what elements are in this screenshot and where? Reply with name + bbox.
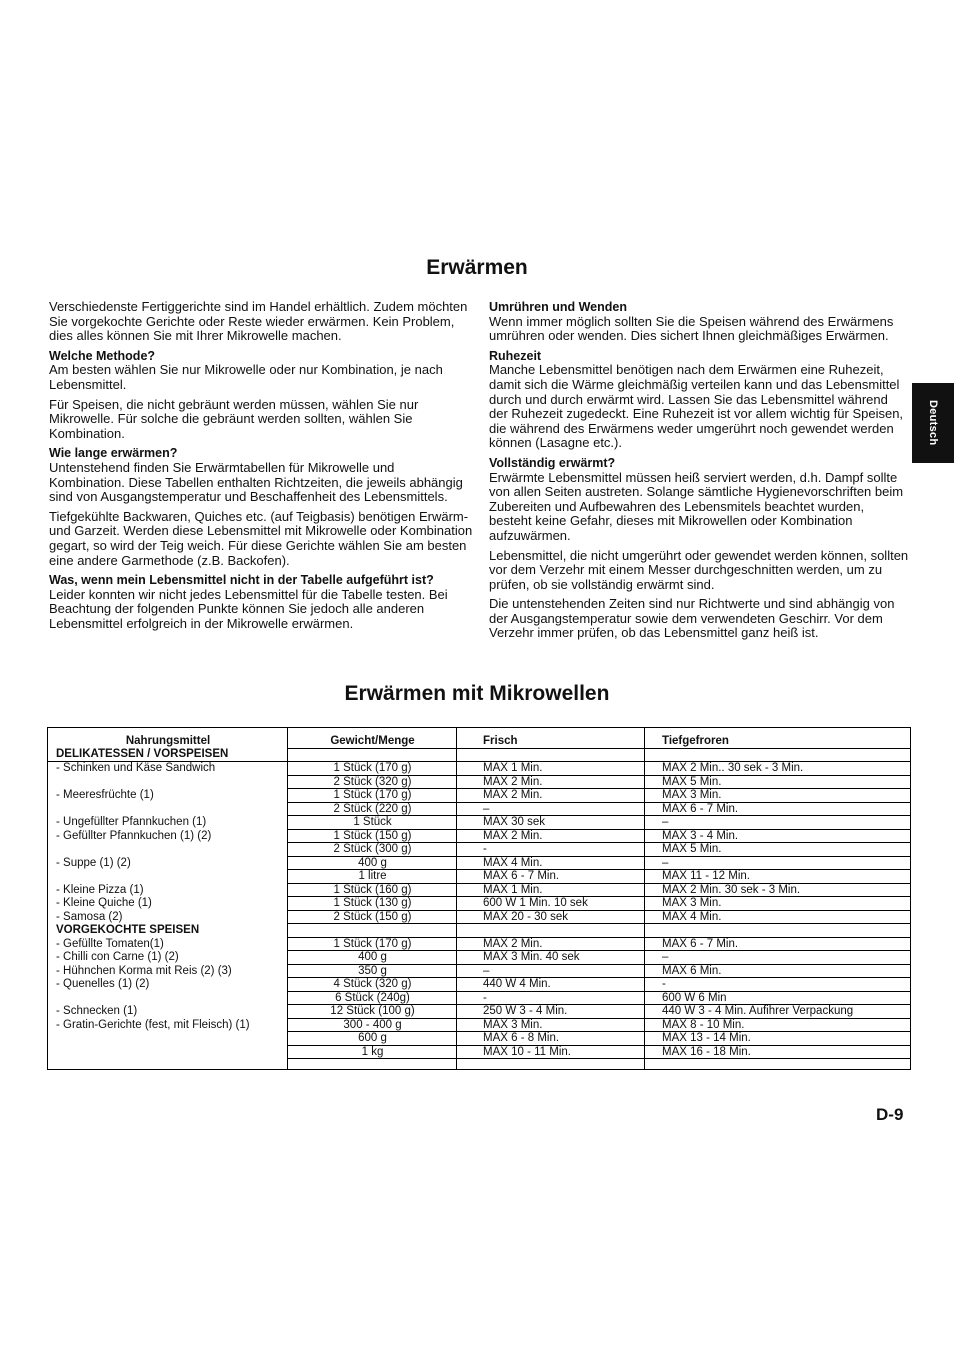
language-tab bbox=[912, 383, 954, 463]
heating-table bbox=[47, 727, 911, 1070]
left-text-column bbox=[49, 300, 473, 636]
left-paragraph: Untenstehend finden Sie Erwärmtabellen für Mikrowelle und Kombination. Diese Tabellen enthalten Richtzeiten, die jeweils abhängig sind von Ausgangstemperatur und Beschaffenheit des Lebensmittels. bbox=[49, 459, 463, 505]
food-cell: - Schinken und Käse Sandwich bbox=[56, 762, 216, 775]
frozen-cell: – bbox=[645, 816, 910, 830]
right-paragraph: Wenn immer möglich sollten Sie die Speisen während des Erwärmens umrühren oder wenden. Dies sichert Ihnen gleichmäßiges Erwärmen. bbox=[489, 313, 894, 344]
empty-cell bbox=[457, 748, 645, 762]
table-row bbox=[48, 829, 910, 843]
fresh-cell: MAX 2 Min. bbox=[457, 937, 645, 951]
table-row bbox=[48, 789, 910, 803]
food-cell bbox=[48, 991, 288, 1005]
section-title: Erwärmen mit Mikrowellen bbox=[344, 682, 610, 705]
fresh-cell: MAX 2 Min. bbox=[457, 775, 645, 789]
food-cell bbox=[48, 802, 288, 816]
frozen-cell: MAX 2 Min.. 30 sek - 3 Min. bbox=[645, 762, 910, 776]
frozen-cell: MAX 3 - 4 Min. bbox=[645, 829, 910, 843]
table-row bbox=[48, 816, 910, 830]
table-row bbox=[48, 1032, 910, 1046]
weight-cell: 4 Stück (320 g) bbox=[288, 978, 457, 992]
left-heading: Was, wenn mein Lebensmittel nicht in der Tabelle aufgeführt ist? bbox=[49, 573, 434, 588]
right-heading: Vollständig erwärmt? bbox=[489, 455, 616, 470]
fresh-cell: MAX 10 - 11 Min. bbox=[457, 1045, 645, 1059]
weight-cell: 350 g bbox=[288, 964, 457, 978]
header-fresh: Frisch bbox=[457, 735, 645, 748]
frozen-cell: MAX 16 - 18 Min. bbox=[645, 1045, 910, 1059]
weight-cell: 1 Stück (170 g) bbox=[288, 937, 457, 951]
food-cell: - Kleine Pizza (1) bbox=[56, 883, 144, 896]
food-cell: - Kleine Quiche (1) bbox=[56, 897, 152, 909]
table-row bbox=[48, 937, 910, 951]
left-paragraph: Verschiedenste Fertiggerichte sind im Handel erhältlich. Zudem möchten Sie vorgekochte Gerichte oder Reste wieder erwärmen. Kein Problem, dies alles können Sie mit Ihrer Mikrowelle machen. bbox=[49, 299, 468, 344]
food-cell: - Suppe (1) (2) bbox=[56, 856, 131, 869]
fresh-cell: - bbox=[457, 843, 645, 857]
fresh-cell: MAX 2 Min. bbox=[457, 789, 645, 803]
frozen-cell: MAX 6 Min. bbox=[645, 964, 910, 978]
fresh-cell: 250 W 3 - 4 Min. bbox=[457, 1005, 645, 1019]
fresh-cell: MAX 2 Min. bbox=[457, 829, 645, 843]
food-cell bbox=[48, 1032, 288, 1046]
table-row bbox=[48, 1018, 910, 1032]
frozen-cell: 600 W 6 Min bbox=[645, 991, 910, 1005]
table-row bbox=[48, 762, 910, 776]
food-cell bbox=[48, 843, 288, 857]
food-cell bbox=[48, 1045, 288, 1059]
weight-cell: 1 Stück (170 g) bbox=[288, 762, 457, 776]
weight-cell: 1 Stück (170 g) bbox=[288, 789, 457, 803]
fresh-cell: – bbox=[457, 802, 645, 816]
food-cell: - Samosa (2) bbox=[56, 910, 123, 923]
weight-cell: 400 g bbox=[288, 856, 457, 870]
frozen-cell: MAX 2 Min. 30 sek - 3 Min. bbox=[645, 883, 910, 897]
frozen-cell: MAX 5 Min. bbox=[645, 775, 910, 789]
section-label: VORGEKOCHTE SPEISEN bbox=[56, 924, 200, 936]
header-weight: Gewicht/Menge bbox=[288, 735, 457, 748]
heating-table-grid bbox=[48, 735, 910, 1059]
frozen-cell: MAX 4 Min. bbox=[645, 910, 910, 924]
food-cell: - Hühnchen Korma mit Reis (2) (3) bbox=[56, 964, 232, 977]
section-label: DELIKATESSEN / VORSPEISEN bbox=[48, 748, 288, 762]
empty-cell bbox=[645, 748, 910, 762]
right-heading: Ruhezeit bbox=[489, 348, 542, 363]
left-paragraph: Für Speisen, die nicht gebräunt werden müssen, wählen Sie nur Mikrowelle. Für solche die gebräunt werden sollten, wählen Sie Kombination. bbox=[49, 396, 419, 441]
fresh-cell: – bbox=[457, 964, 645, 978]
fresh-cell: MAX 1 Min. bbox=[457, 762, 645, 776]
table-row bbox=[48, 1045, 910, 1059]
weight-cell: 400 g bbox=[288, 951, 457, 965]
weight-cell: 1 litre bbox=[288, 870, 457, 884]
frozen-cell: 440 W 3 - 4 Min. Aufihrer Verpackung bbox=[645, 1005, 910, 1019]
fresh-cell: MAX 6 - 7 Min. bbox=[457, 870, 645, 884]
weight-cell: 600 g bbox=[288, 1032, 457, 1046]
header-food: Nahrungsmittel bbox=[125, 735, 211, 748]
left-paragraph: Am besten wählen Sie nur Mikrowelle oder nur Kombination, je nach Lebensmittel. bbox=[49, 362, 443, 392]
table-section-row bbox=[48, 748, 910, 762]
food-cell: - Quenelles (1) (2) bbox=[56, 978, 150, 990]
frozen-cell: MAX 6 - 7 Min. bbox=[645, 802, 910, 816]
frozen-cell: MAX 3 Min. bbox=[645, 897, 910, 911]
table-row bbox=[48, 775, 910, 789]
table-row bbox=[48, 897, 910, 911]
table-body bbox=[48, 748, 910, 1059]
fresh-cell: 600 W 1 Min. 10 sek bbox=[457, 897, 645, 911]
page-title: Erwärmen bbox=[426, 256, 528, 279]
frozen-cell: MAX 8 - 10 Min. bbox=[645, 1018, 910, 1032]
frozen-cell: – bbox=[645, 856, 910, 870]
page-number: D-9 bbox=[876, 1105, 904, 1124]
food-cell: - Meeresfrüchte (1) bbox=[56, 789, 154, 801]
weight-cell: 2 Stück (220 g) bbox=[288, 802, 457, 816]
table-row bbox=[48, 843, 910, 857]
right-paragraph: Lebensmittel, die nicht umgerührt oder gewendet werden können, sollten vor dem Verzehr mit einem Messer durchgeschnitten werden, um zu prüfen, ob sie vollständig erwärmt sind. bbox=[489, 547, 909, 592]
frozen-cell: - bbox=[645, 978, 910, 992]
left-paragraph: Leider konnten wir nicht jedes Lebensmittel für die Tabelle testen. Bei Beachtung der folgenden Punkte können Sie jedoch alle anderen Lebensmittel erfolgreich in der Mikrowelle erwärmen. bbox=[49, 586, 448, 631]
weight-cell: 1 Stück (160 g) bbox=[288, 883, 457, 897]
table-row bbox=[48, 951, 910, 965]
table-section-row bbox=[48, 924, 910, 938]
fresh-cell: MAX 3 Min. bbox=[457, 1018, 645, 1032]
frozen-cell: MAX 11 - 12 Min. bbox=[645, 870, 910, 884]
weight-cell: 1 Stück (130 g) bbox=[288, 897, 457, 911]
table-row bbox=[48, 964, 910, 978]
food-cell: - Ungefüllter Pfannkuchen (1) bbox=[56, 816, 207, 828]
table-row bbox=[48, 883, 910, 897]
table-row bbox=[48, 870, 910, 884]
weight-cell: 1 Stück (150 g) bbox=[288, 829, 457, 843]
table-row bbox=[48, 991, 910, 1005]
weight-cell: 2 Stück (300 g) bbox=[288, 843, 457, 857]
table-header-row bbox=[48, 735, 910, 748]
weight-cell: 300 - 400 g bbox=[288, 1018, 457, 1032]
frozen-cell: – bbox=[645, 951, 910, 965]
food-cell: - Gratin-Gerichte (fest, mit Fleisch) (1) bbox=[56, 1018, 250, 1031]
table-row bbox=[48, 856, 910, 870]
table-row bbox=[48, 802, 910, 816]
weight-cell: 12 Stück (100 g) bbox=[288, 1005, 457, 1019]
fresh-cell: MAX 20 - 30 sek bbox=[457, 910, 645, 924]
left-heading: Welche Methode? bbox=[49, 348, 156, 363]
frozen-cell: MAX 13 - 14 Min. bbox=[645, 1032, 910, 1046]
empty-cell bbox=[457, 924, 645, 938]
fresh-cell: MAX 1 Min. bbox=[457, 883, 645, 897]
fresh-cell: MAX 30 sek bbox=[457, 816, 645, 830]
food-cell bbox=[48, 775, 288, 789]
frozen-cell: MAX 3 Min. bbox=[645, 789, 910, 803]
frozen-cell: MAX 6 - 7 Min. bbox=[645, 937, 910, 951]
table-row bbox=[48, 978, 910, 992]
left-paragraph: Tiefgekühlte Backwaren, Quiches etc. (auf Teigbasis) benötigen Erwärm-und Garzeit. Werden diese Lebensmittel mit Mikrowelle oder Kombination gegart, so wird der Teig weich. Für diese Gerichte wählen Sie am besten eine andere Garmethode (z.B. Backofen). bbox=[49, 508, 473, 568]
frozen-cell: MAX 5 Min. bbox=[645, 843, 910, 857]
empty-cell bbox=[288, 924, 457, 938]
right-paragraph: Die untenstehenden Zeiten sind nur Richtwerte und sind abhängig von der Ausgangstemperatur sowie dem verwendeten Geschirr. Vor dem Verzehr immer prüfen, ob das Lebensmittel ganz heiß ist. bbox=[489, 596, 895, 641]
right-text-column bbox=[489, 300, 909, 646]
fresh-cell: - bbox=[457, 991, 645, 1005]
weight-cell: 2 Stück (320 g) bbox=[288, 775, 457, 789]
empty-cell bbox=[645, 924, 910, 938]
weight-cell: 6 Stück (240g) bbox=[288, 991, 457, 1005]
right-paragraph: Manche Lebensmittel benötigen nach dem Erwärmen eine Ruhezeit, damit sich die Wärme gleichmäßig verteilen kann und das Lebensmittel durch und durch erwärmt wird. Lassen Sie das Lebensmittel während der Ruhezeit zugedeckt. Eine Ruhezeit ist vor allem wichtig für Speisen, die während des Erwärmens weder umgerührt noch gewendet werden können (Lasagne etc.). bbox=[489, 362, 904, 451]
right-heading: Umrühren und Wenden bbox=[489, 300, 627, 314]
weight-cell: 1 Stück bbox=[288, 816, 457, 830]
table-row bbox=[48, 1005, 910, 1019]
weight-cell: 2 Stück (150 g) bbox=[288, 910, 457, 924]
weight-cell: 1 kg bbox=[288, 1045, 457, 1059]
food-cell bbox=[48, 870, 288, 884]
right-paragraph: Erwärmte Lebensmittel müssen heiß serviert werden, d.h. Dampf sollte von allen Seiten austreten. Solange sämtliche Hygienevorschriften beim Zubereiten und Aufbewahren des Lebensmitels beachtet wurden, besteht keine Gefahr, dieses mit Mikrowellen oder Kombination aufzuwärmen. bbox=[489, 469, 904, 543]
food-cell: - Schnecken (1) bbox=[56, 1005, 138, 1017]
table-row bbox=[48, 910, 910, 924]
header-frozen: Tiefgefroren bbox=[645, 735, 910, 748]
fresh-cell: MAX 3 Min. 40 sek bbox=[457, 951, 645, 965]
fresh-cell: 440 W 4 Min. bbox=[457, 978, 645, 992]
fresh-cell: MAX 4 Min. bbox=[457, 856, 645, 870]
empty-cell bbox=[288, 748, 457, 762]
fresh-cell: MAX 6 - 8 Min. bbox=[457, 1032, 645, 1046]
food-cell: - Gefüllte Tomaten(1) bbox=[56, 937, 164, 950]
food-cell: - Chilli con Carne (1) (2) bbox=[56, 951, 179, 963]
left-heading: Wie lange erwärmen? bbox=[49, 446, 178, 461]
food-cell: - Gefüllter Pfannkuchen (1) (2) bbox=[56, 829, 212, 842]
language-tab-label: Deutsch bbox=[927, 400, 939, 446]
